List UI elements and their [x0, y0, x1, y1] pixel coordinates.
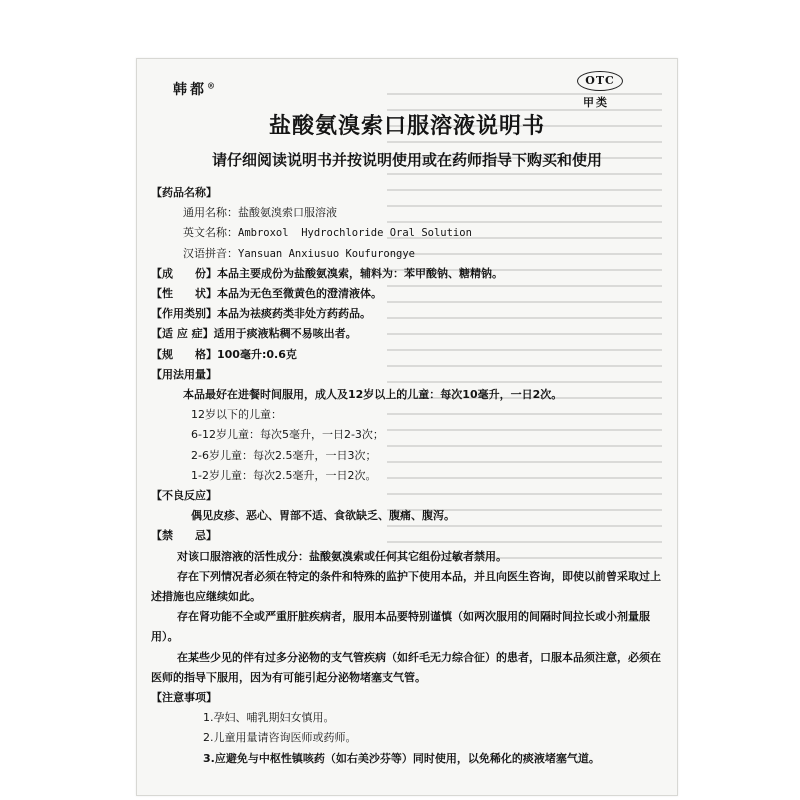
dosage-line: 1-2岁儿童：每次2.5毫升，一日2次。 — [191, 468, 377, 482]
composition-text: 本品主要成份为盐酸氨溴索，辅料为：苯甲酸钠、糖精钠。 — [217, 266, 503, 280]
generic-name-label: 通用名称： — [183, 206, 238, 220]
specification-row — [151, 345, 663, 365]
leaflet-content — [151, 183, 663, 769]
precaution-item: 2.儿童用量请咨询医师或药师。 — [203, 731, 357, 745]
registered-mark: ® — [207, 80, 215, 91]
otc-class-label: 甲类 — [583, 96, 609, 109]
contraindication-paragraph: 存在肾功能不全或严重肝脏疾病者，服用本品要特别谨慎（如两次服用的间隔时间拉长或小剂量服用）。 — [151, 610, 650, 644]
description-row — [151, 284, 663, 304]
leaflet-page — [136, 58, 678, 796]
pinyin-name-label: 汉语拼音： — [183, 246, 238, 260]
precaution-item: 3.应避免与中枢性镇咳药（如右美沙芬等）同时使用，以免稀化的痰液堵塞气道。 — [203, 751, 600, 765]
description-text: 本品为无色至微黄色的澄清液体。 — [217, 287, 382, 301]
section-heading-drug-name: 【药品名称】 — [151, 186, 217, 199]
english-name-label: 英文名称： — [183, 226, 238, 240]
generic-name-row — [151, 203, 663, 223]
section-heading-indications: 【适 应 症】 — [151, 327, 214, 341]
contraindication-paragraph: 存在下列情况者必须在特定的条件和特殊的监护下使用本品，并且向医生咨询，即使以前曾采取过上述措施也应继续如此。 — [151, 569, 661, 604]
document-title: 盐酸氨溴索口服溶液说明书 — [268, 114, 545, 139]
indications-text: 适用于痰液粘稠不易咳出者。 — [213, 327, 357, 341]
contraindication-paragraph: 对该口服溶液的活性成分：盐酸氨溴索或任何其它组份过敏者禁用。 — [177, 549, 507, 563]
section-heading-description: 【性 状】 — [151, 287, 217, 301]
generic-name-value: 盐酸氨溴索口服溶液 — [238, 206, 337, 220]
pinyin-name-value: Yansuan Anxiusuo Koufurongye — [238, 247, 416, 260]
adverse-text: 偶见皮疹、恶心、胃部不适、食欲缺乏、腹痛、腹泻。 — [191, 509, 455, 523]
specification-text: 100毫升:0.6克 — [217, 347, 297, 361]
section-heading-category: 【作用类别】 — [151, 307, 217, 321]
contraindication-paragraph: 在某些少见的伴有过多分泌物的支气管疾病（如纤毛无力综合征）的患者，口服本品须注意，必须在医师的指导下服用，因为有可能引起分泌物堵塞支气管。 — [151, 650, 661, 684]
brand-logo — [173, 79, 215, 99]
precaution-item: 1.孕妇、哺乳期妇女慎用。 — [203, 711, 335, 725]
dosage-line: 12岁以下的儿童： — [191, 408, 282, 422]
section-heading-precautions: 【注意事项】 — [151, 691, 217, 705]
otc-badge: OTC — [577, 71, 623, 91]
indications-row — [151, 324, 663, 344]
section-heading-composition: 【成 份】 — [151, 266, 217, 280]
section-heading-specification: 【规 格】 — [151, 347, 217, 361]
brand-name: 韩都 — [173, 82, 207, 98]
category-text: 本品为祛痰药类非处方药药品。 — [217, 307, 371, 321]
english-name-row — [151, 223, 663, 243]
composition-row — [151, 264, 663, 284]
section-heading-adverse: 【不良反应】 — [151, 489, 217, 503]
pinyin-name-row — [151, 244, 663, 264]
dosage-line: 2-6岁儿童：每次2.5毫升，一日3次； — [191, 448, 377, 462]
section-heading-contraindications: 【禁 忌】 — [151, 529, 217, 543]
document-subtitle: 请仔细阅读说明书并按说明使用或在药师指导下购买和使用 — [211, 151, 602, 169]
dosage-line: 本品最好在进餐时间服用，成人及12岁以上的儿童：每次10毫升，一日2次。 — [183, 388, 563, 402]
section-heading-dosage: 【用法用量】 — [151, 367, 217, 381]
english-name-value: Ambroxol Hydrochloride Oral Solution — [238, 227, 472, 240]
dosage-line: 6-12岁儿童：每次5毫升，一日2-3次； — [191, 428, 384, 442]
category-row — [151, 304, 663, 324]
